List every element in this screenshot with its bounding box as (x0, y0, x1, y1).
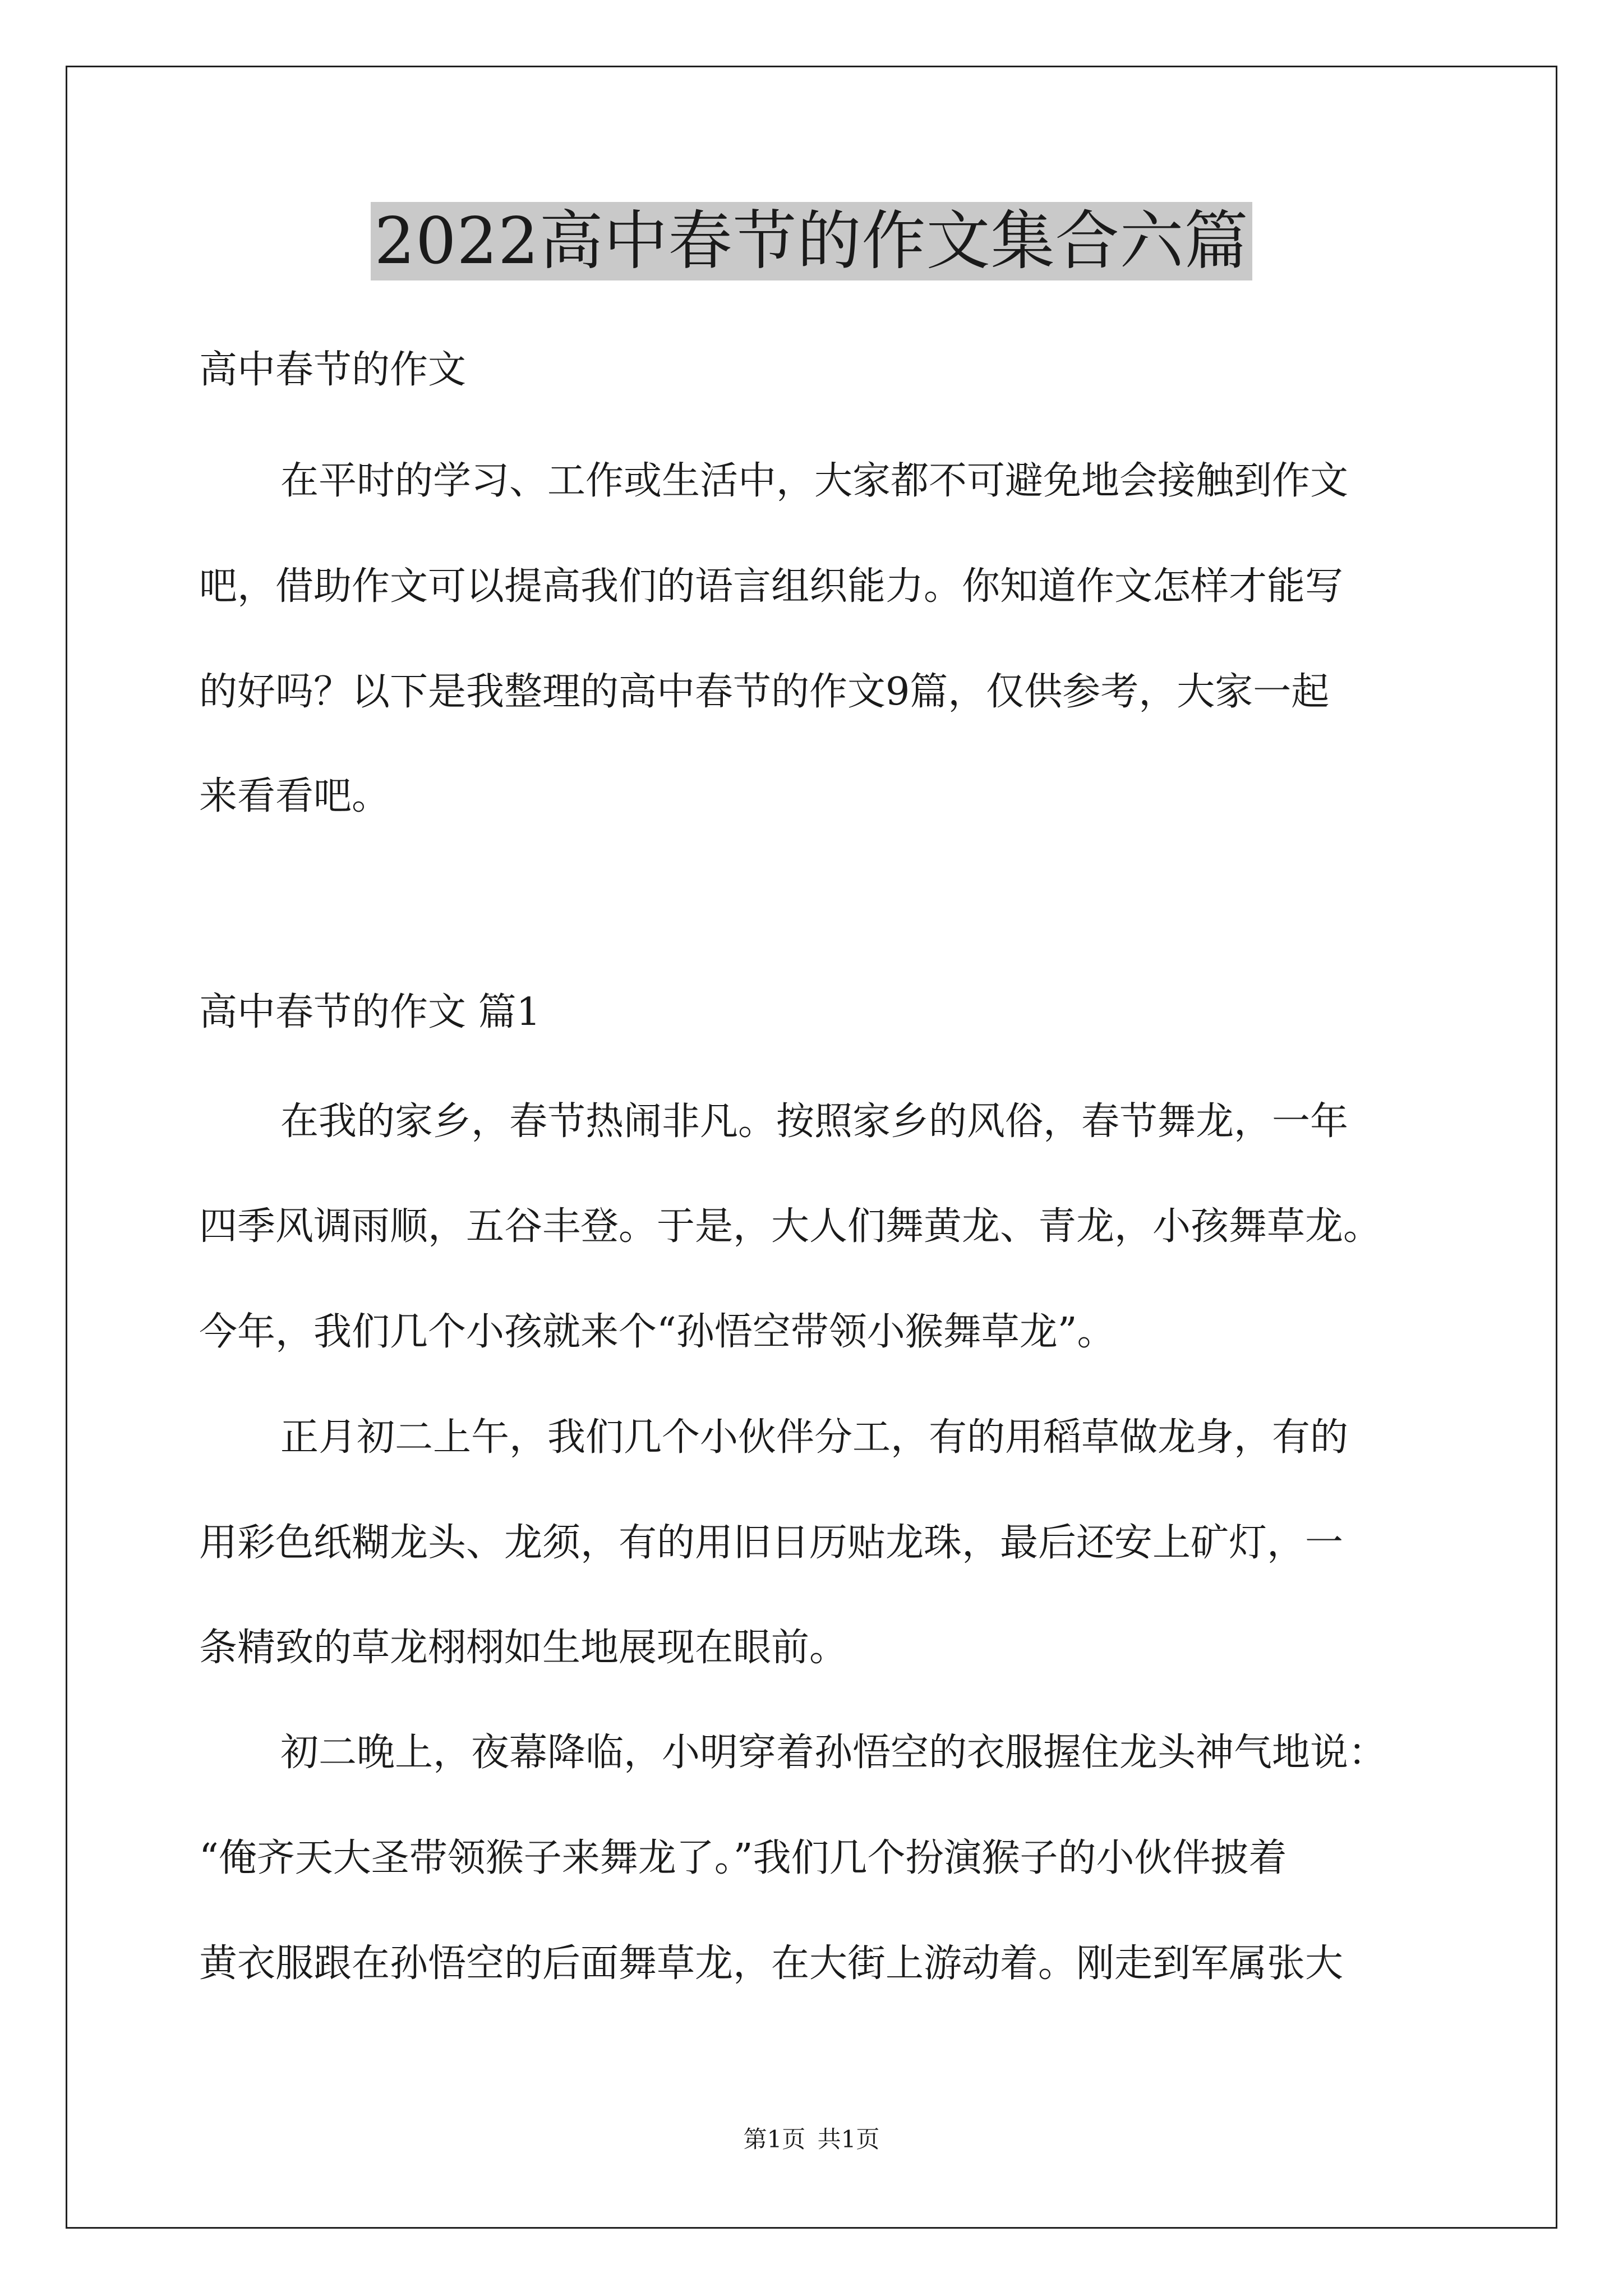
page-footer (0, 2125, 1623, 2154)
section-heading-intro: 高中春节的作文 (199, 348, 467, 392)
paragraph-line: 黄衣服跟在孙悟空的后面舞草龙，在大街上游动着。刚走到军属张大 (199, 1941, 1344, 1986)
page-total: 共1页 (817, 2125, 880, 2153)
paragraph-line: 初二晚上，夜幕降临，小明穿着孙悟空的衣服握住龙头神气地说： (280, 1731, 1387, 1775)
document-title: 2022高中春节的作文集合六篇 (371, 202, 1252, 280)
section-heading-part-1: 高中春节的作文 篇1 (199, 990, 541, 1034)
paragraph-line: 来看看吧。 (199, 774, 390, 818)
page-number: 第1页 (743, 2125, 806, 2153)
paragraph-line: 今年，我们几个小孩就来个“孙悟空带领小猴舞草龙”。 (199, 1310, 1115, 1354)
title-container (0, 202, 1623, 280)
paragraph-line: 条精致的草龙栩栩如生地展现在眼前。 (199, 1626, 848, 1670)
paragraph-line: 正月初二上午，我们几个小伙伴分工，有的用稻草做龙身，有的 (280, 1415, 1349, 1460)
paragraph-line: 在我的家乡，春节热闹非凡。按照家乡的风俗，春节舞龙，一年 (280, 1099, 1349, 1144)
paragraph-line: 四季风调雨顺，五谷丰登。于是，大人们舞黄龙、青龙，小孩舞草龙。 (199, 1204, 1382, 1249)
paragraph-line: 在平时的学习、工作或生活中，大家都不可避免地会接触到作文 (280, 459, 1349, 503)
paragraph-line: “俺齐天大圣带领猴子来舞龙了。”我们几个扮演猴子的小伙伴披着 (199, 1836, 1287, 1880)
paragraph-line: 用彩色纸糊龙头、龙须，有的用旧日历贴龙珠，最后还安上矿灯，一 (199, 1521, 1344, 1565)
paragraph-line: 吧，借助作文可以提高我们的语言组织能力。你知道作文怎样才能写 (199, 564, 1344, 609)
paragraph-line: 的好吗？以下是我整理的高中春节的作文9篇，仅供参考，大家一起 (199, 670, 1330, 714)
